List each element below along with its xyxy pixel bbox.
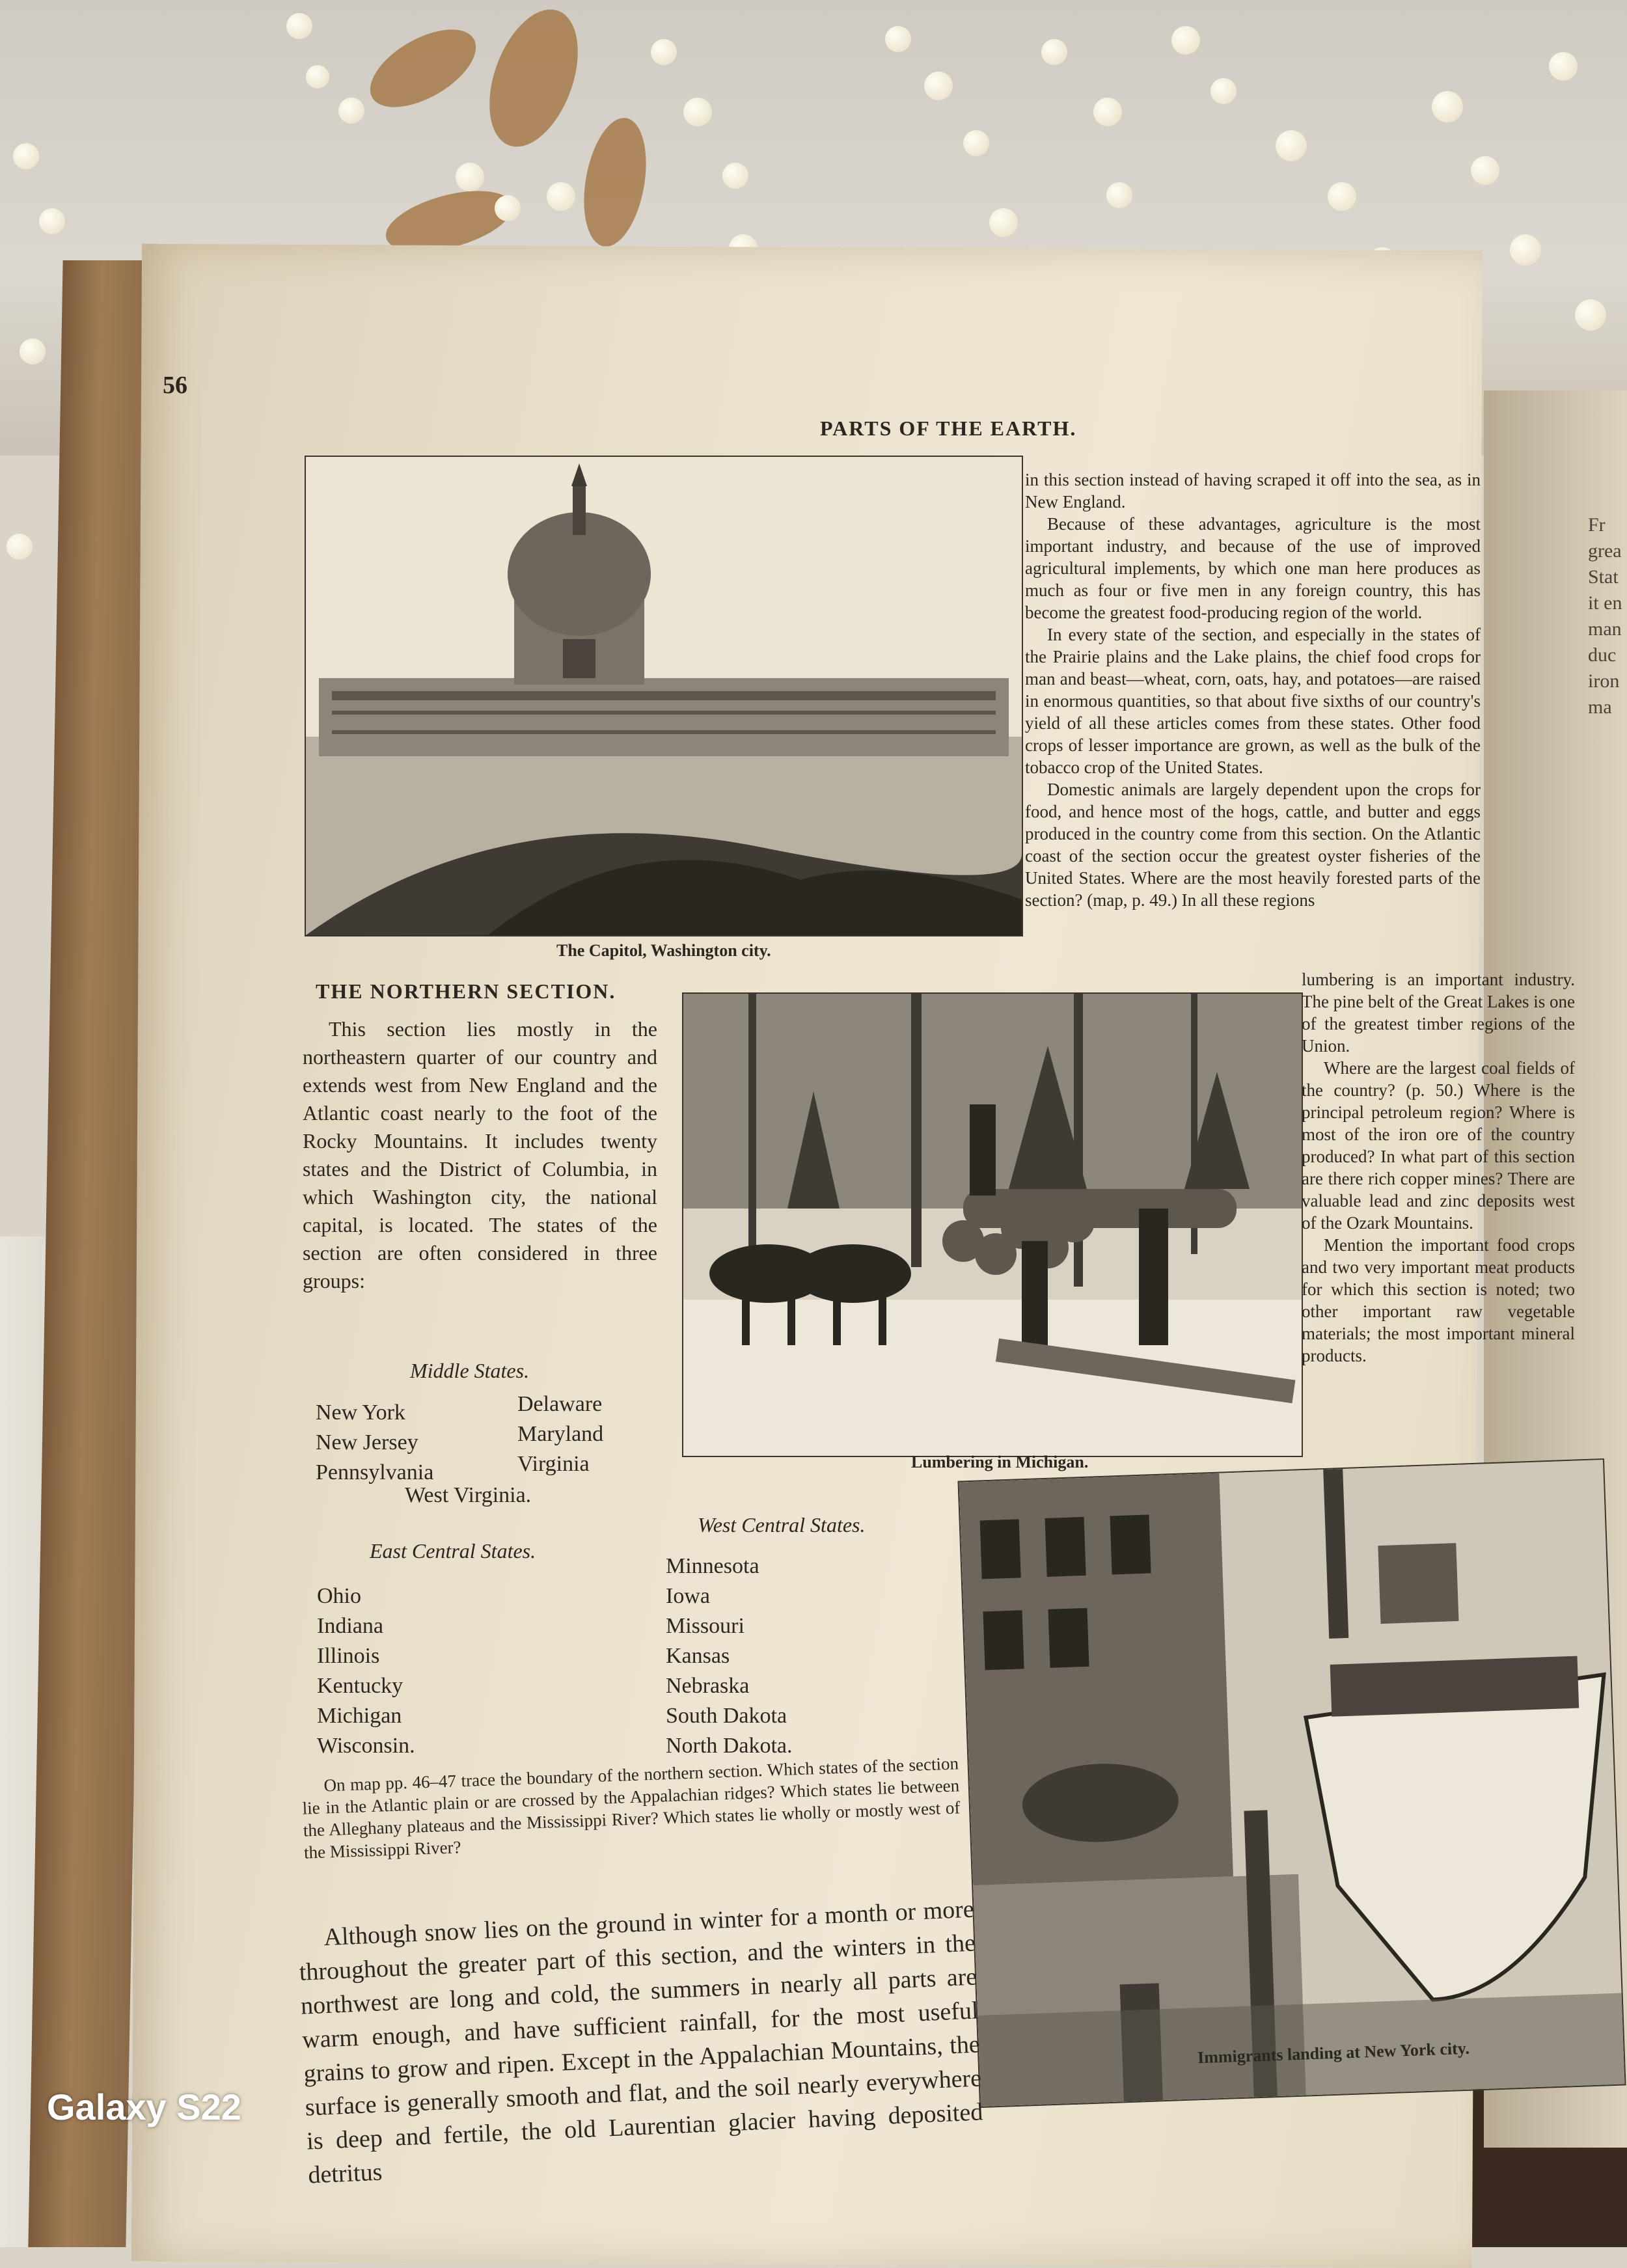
capitol-engraving <box>305 456 1023 936</box>
west-central-states-list <box>666 1551 793 1761</box>
middle-states-col2 <box>517 1389 603 1479</box>
state-name: Indiana <box>317 1614 383 1638</box>
state-name: New Jersey <box>316 1430 418 1455</box>
state-name: New York <box>316 1400 405 1425</box>
state-name: Missouri <box>666 1614 745 1638</box>
paragraph: Although snow lies on the ground in winter for a month or more throughout the greater part of this section, and the winters in the northwest are long and cold, the summers in nearly all parts are warm enough, and have sufficient rainfall, for the most useful grains to grow and ripen. Except in the Appalachian Mountains, the surface is generally smooth and flat, and the soil nearly everywhere is deep and fertile, the old Laurentian glacier having deposited detritus <box>298 1895 984 2189</box>
paragraph: This section lies mostly in the northeastern quarter of our country and extends west from New England and the Atlantic coast nearly to the foot of the Rocky Mountains. It includes twenty states and the District of Columbia, in which Washington city, the national capital, is located. The states of the section are often considered in three groups: <box>303 1017 657 1292</box>
facing-page-fragment: iron <box>1588 670 1620 692</box>
paragraph: On map pp. 46–47 trace the boundary of the northern section. Which states of the section lie in the Atlantic plain or are crossed by the Appalachian ridges? Which states lie between the Alleghany plateaus and the Mississippi River? Which states lie wholly or mostly west of the Mississippi River? <box>302 1753 961 1863</box>
middle-states-last <box>405 1481 531 1510</box>
page-number: 56 <box>163 372 187 399</box>
immigrants-engraving <box>957 1458 1626 2108</box>
state-name: Michigan <box>317 1704 402 1728</box>
west-central-states-title: West Central States. <box>698 1513 866 1537</box>
northern-section-intro <box>303 1015 657 1295</box>
facing-page-fragment: grea <box>1588 540 1622 562</box>
state-name: Illinois <box>317 1644 380 1668</box>
paragraph: Where are the largest coal fields of the country? (p. 50.) Where is the principal petroleum region? Where is most of the iron ore of the country produced? In what part of this section are there rich copper mines? There are valuable lead and zinc deposits west of the Ozark Mountains. <box>1302 1058 1575 1233</box>
state-name: Ohio <box>317 1584 361 1608</box>
paragraph: Because of these advantages, agriculture is the most important industry, and because of the use of improved agricultural implements, by which one man here produces as much as four or five men in any foreign country, this has become the greatest food-producing region of the world. <box>1025 514 1481 622</box>
state-name: Pennsylvania <box>316 1460 434 1484</box>
state-name: Kansas <box>666 1644 730 1668</box>
paragraph: Domestic animals are largely dependent upon the crops for food, and hence most of the hogs, cattle, and butter and eggs produced in the country come from this section. On the Atlantic coast of the section occur the greatest oyster fisheries of the United States. Where are the most heavily forested parts of the section? (map, p. 49.) In all these regions <box>1025 780 1481 910</box>
state-name: West Virginia. <box>405 1483 532 1507</box>
state-name: Maryland <box>517 1422 604 1446</box>
running-head: PARTS OF THE EARTH. <box>820 417 1077 440</box>
facing-page-fragment: ma <box>1588 696 1612 718</box>
lumbering-engraving <box>682 992 1303 1457</box>
state-name: South Dakota <box>666 1704 787 1728</box>
paragraph: In every state of the section, and especially in the states of the Prairie plains and the Lake plains, the chief food crops for man and beast—wheat, corn, oats, hay, and potatoes—are raised in enormous quantities, so that about five sixths of our country's yield of all these articles comes from these states. Other food crops of lesser importance are grown, as well as the bulk of the tobacco crop of the United States. <box>1025 625 1481 777</box>
facing-page-fragment: it en <box>1588 592 1622 614</box>
facing-page-fragment: man <box>1588 618 1622 640</box>
east-central-states-list <box>317 1581 415 1761</box>
facing-page-fragment: duc <box>1588 644 1617 666</box>
camera-watermark: Galaxy S22 <box>47 2086 241 2127</box>
lumbering-caption: Lumbering in Michigan. <box>911 1453 1089 1471</box>
right-column-text <box>1025 469 1481 911</box>
state-name: Delaware <box>517 1392 603 1416</box>
middle-states-title: Middle States. <box>410 1359 530 1382</box>
capitol-caption: The Capitol, Washington city. <box>556 941 771 960</box>
closing-paragraph <box>297 1892 985 2193</box>
state-name: Nebraska <box>666 1674 750 1698</box>
state-name: Wisconsin. <box>317 1734 415 1758</box>
paragraph: lumbering is an important industry. The pine belt of the Great Lakes is one of the greatest timber regions of the Union. <box>1302 970 1575 1056</box>
immigrants-caption: Immigrants landing at New York city. <box>1197 2038 1470 2068</box>
east-central-states-title: East Central States. <box>370 1539 536 1563</box>
facing-page-fragment: Stat <box>1588 566 1619 588</box>
right-column-continuation <box>1302 968 1575 1367</box>
paragraph: Mention the important food crops and two very important meat products for which this section is noted; two other important raw vegetable materials; the most important mineral products. <box>1302 1235 1575 1365</box>
facing-page-fragment: Fr <box>1588 514 1606 536</box>
state-name: Iowa <box>666 1584 710 1608</box>
state-name: Minnesota <box>666 1554 759 1578</box>
state-name: Virginia <box>517 1452 590 1476</box>
state-name: Kentucky <box>317 1674 403 1698</box>
state-name: North Dakota. <box>666 1734 793 1758</box>
middle-states-col1 <box>316 1398 433 1488</box>
paragraph: in this section instead of having scraped it off into the sea, as in New England. <box>1025 470 1481 512</box>
section-heading: THE NORTHERN SECTION. <box>316 979 616 1003</box>
